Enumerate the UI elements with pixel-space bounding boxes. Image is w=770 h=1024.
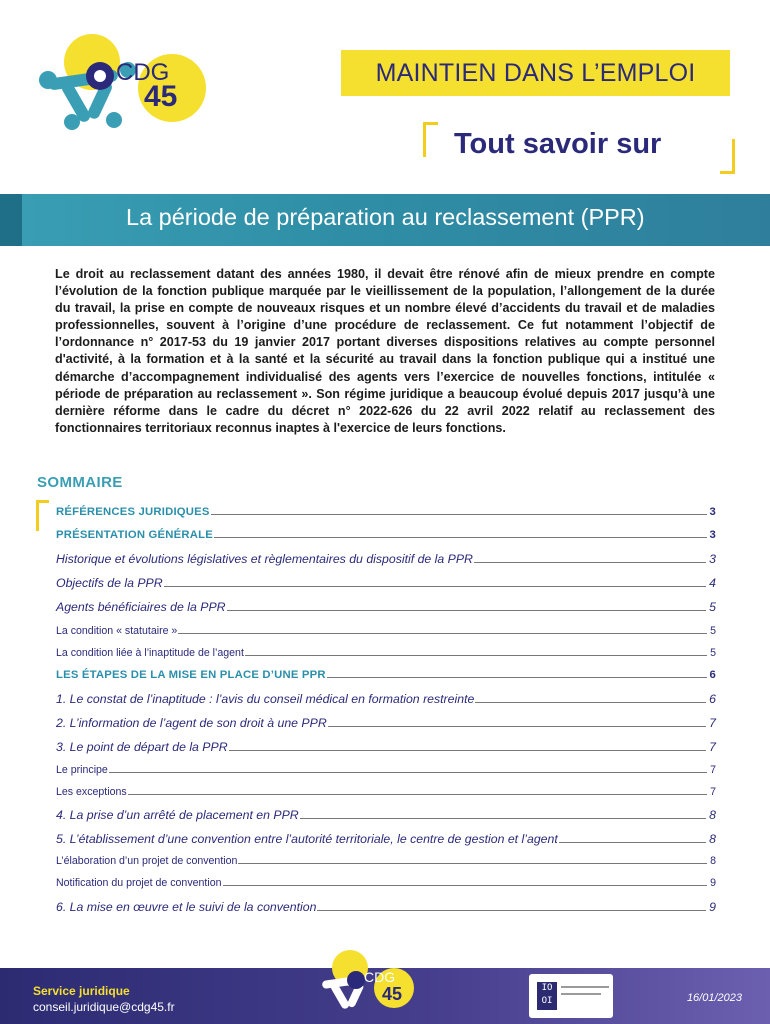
license-text-line — [561, 986, 609, 988]
toc-item-page: 7 — [709, 716, 716, 730]
subtitle: Tout savoir sur — [454, 128, 662, 160]
category-banner — [341, 50, 730, 96]
footer-date: 16/01/2023 — [686, 992, 742, 1004]
footer-email-link[interactable]: conseil.juridique@cdg45.fr — [33, 1000, 175, 1014]
title-bar-accent — [0, 194, 22, 246]
toc-item-label: La condition liée à l’inaptitude de l’agent — [56, 647, 244, 659]
toc-item-label: RÉFÉRENCES JURIDIQUES — [56, 506, 210, 518]
cdg45-logo — [32, 30, 207, 130]
toc-item-page: 3 — [709, 506, 716, 518]
toc-leader — [128, 793, 707, 795]
toc-item[interactable] — [56, 900, 716, 914]
toc-leader — [559, 841, 706, 843]
toc-item-label: Agents bénéficiaires de la PPR — [56, 600, 226, 614]
toc-leader — [245, 654, 707, 656]
toc-item-label: Objectifs de la PPR — [56, 576, 163, 590]
toc-item[interactable] — [56, 740, 716, 754]
toc-item-page: 5 — [709, 600, 716, 614]
toc-leader — [223, 884, 708, 886]
toc-leader — [474, 561, 706, 563]
footer — [0, 968, 770, 1024]
toc-leader — [227, 609, 707, 611]
toc-item[interactable] — [56, 808, 716, 822]
license-code: IO OI — [537, 982, 557, 1010]
toc-item[interactable] — [56, 764, 716, 776]
toc-leader — [229, 749, 707, 751]
toc-item-label: Le principe — [56, 764, 108, 776]
toc-leader — [300, 817, 706, 819]
toc-leader — [178, 632, 707, 634]
toc-item[interactable] — [56, 529, 716, 541]
toc-item-page: 5 — [710, 647, 716, 659]
footer-logo-text: CDG — [364, 969, 396, 985]
toc-item-page: 5 — [710, 625, 716, 637]
toc-item[interactable] — [56, 877, 716, 889]
toc-item-page: 3 — [709, 529, 716, 541]
toc-item-label: PRÉSENTATION GÉNÉRALE — [56, 529, 213, 541]
toc-item-label: La condition « statutaire » — [56, 625, 178, 637]
toc-leader — [214, 536, 707, 538]
toc-leader — [164, 585, 707, 587]
toc-item-page: 3 — [709, 552, 716, 566]
toc-item[interactable] — [56, 692, 716, 706]
toc-item-label: L’élaboration d’un projet de convention — [56, 855, 238, 867]
toc-item[interactable] — [56, 786, 716, 798]
toc-item-label: 4. La prise d’un arrêté de placement en PPR — [56, 808, 299, 822]
toc-item[interactable] — [56, 647, 716, 659]
toc-item-label: 1. Le constat de l’inaptitude : l’avis du conseil médical en formation restreinte — [56, 692, 475, 706]
toc-item[interactable] — [56, 669, 716, 681]
license-text-line — [561, 993, 601, 995]
toc-item-page: 6 — [709, 669, 716, 681]
toc-leader — [109, 771, 707, 773]
toc-item-page: 8 — [710, 855, 716, 867]
toc-item-label: 3. Le point de départ de la PPR — [56, 740, 228, 754]
toc-item-page: 7 — [710, 764, 716, 776]
toc-leader — [211, 513, 707, 515]
subtitle-block — [420, 122, 738, 174]
toc-item[interactable] — [56, 506, 716, 518]
toc-item-page: 9 — [709, 900, 716, 914]
toc-item[interactable] — [56, 832, 716, 846]
toc-item[interactable] — [56, 855, 716, 867]
toc-item-label: Notification du projet de convention — [56, 877, 222, 889]
toc-item-page: 8 — [709, 832, 716, 846]
footer-service: Service juridique — [33, 984, 130, 998]
footer-cdg45-logo — [314, 944, 414, 1020]
toc-item-label: Les exceptions — [56, 786, 127, 798]
bracket-right-decoration — [720, 139, 735, 174]
toc-leader — [475, 701, 706, 703]
toc-leader — [238, 862, 707, 864]
toc-item[interactable] — [56, 716, 716, 730]
toc-item-label: LES ÉTAPES DE LA MISE EN PLACE D’UNE PPR — [56, 669, 326, 681]
bracket-left-decoration — [423, 122, 438, 157]
title-bar — [0, 194, 770, 246]
toc-bracket-decoration — [36, 500, 49, 531]
toc-item-label: 6. La mise en œuvre et le suivi de la convention — [56, 900, 317, 914]
toc-item[interactable] — [56, 552, 716, 566]
footer-logo-number: 45 — [382, 984, 403, 1004]
toc-item-label: 5. L’établissement d’une convention entre l’autorité territoriale, le centre de gestion et l’agent — [56, 832, 558, 846]
toc-item-page: 7 — [710, 786, 716, 798]
toc-leader — [327, 676, 707, 678]
toc-item-label: Historique et évolutions législatives et règlementaires du dispositif de la PPR — [56, 552, 473, 566]
toc-item-page: 6 — [709, 692, 716, 706]
logo-text: CDG — [116, 59, 170, 86]
toc-item-page: 8 — [709, 808, 716, 822]
license-badge — [529, 974, 613, 1018]
toc-leader — [328, 725, 706, 727]
page-title: La période de préparation au reclassement (PPR) — [126, 204, 645, 230]
logo-number: 45 — [144, 80, 178, 113]
toc-leader — [317, 909, 706, 911]
toc-item-page: 7 — [709, 740, 716, 754]
intro-paragraph: Le droit au reclassement datant des années 1980, il devait être rénové afin de mieux prendre en compte l’évolution de la fonction publique marquée par le vieillissement de la population, l’allongement de la durée du travail, la prise en compte de nouveaux risques et un nombre élevé d’accidents du travail et de maladies professionnelles, souvent à l’origine d’une procédure de reclassement. Ce fut notamment l’objectif de l’ordonnance n° 2017-53 du 19 janvier 2017 portant diverses dispositions relatives au compte personnel d'activité, à la formation et à la santé et la sécurité au travail dans la fonction publique qui a institué une démarche d’accompagnement individualisé des agents vers l’exercice de nouvelles fonctions, intitulée « période de préparation au reclassement ». Son régime juridique a beaucoup évolué depuis 2017 jusqu’à une dernière réforme dans le cadre du décret n° 2022-626 du 22 avril 2022 relatif au reclassement des fonctionnaires territoriaux reconnus inaptes à l'exercice de leurs fonctions. — [55, 267, 715, 435]
toc-item[interactable] — [56, 576, 716, 590]
toc-item-page: 4 — [709, 576, 716, 590]
banner-text: MAINTIEN DANS L’EMPLOI — [375, 58, 696, 87]
toc-item[interactable] — [56, 625, 716, 637]
toc-item[interactable] — [56, 600, 716, 614]
toc-item-page: 9 — [710, 877, 716, 889]
toc-item-label: 2. L’information de l’agent de son droit à une PPR — [56, 716, 327, 730]
toc-heading: SOMMAIRE — [37, 474, 123, 491]
